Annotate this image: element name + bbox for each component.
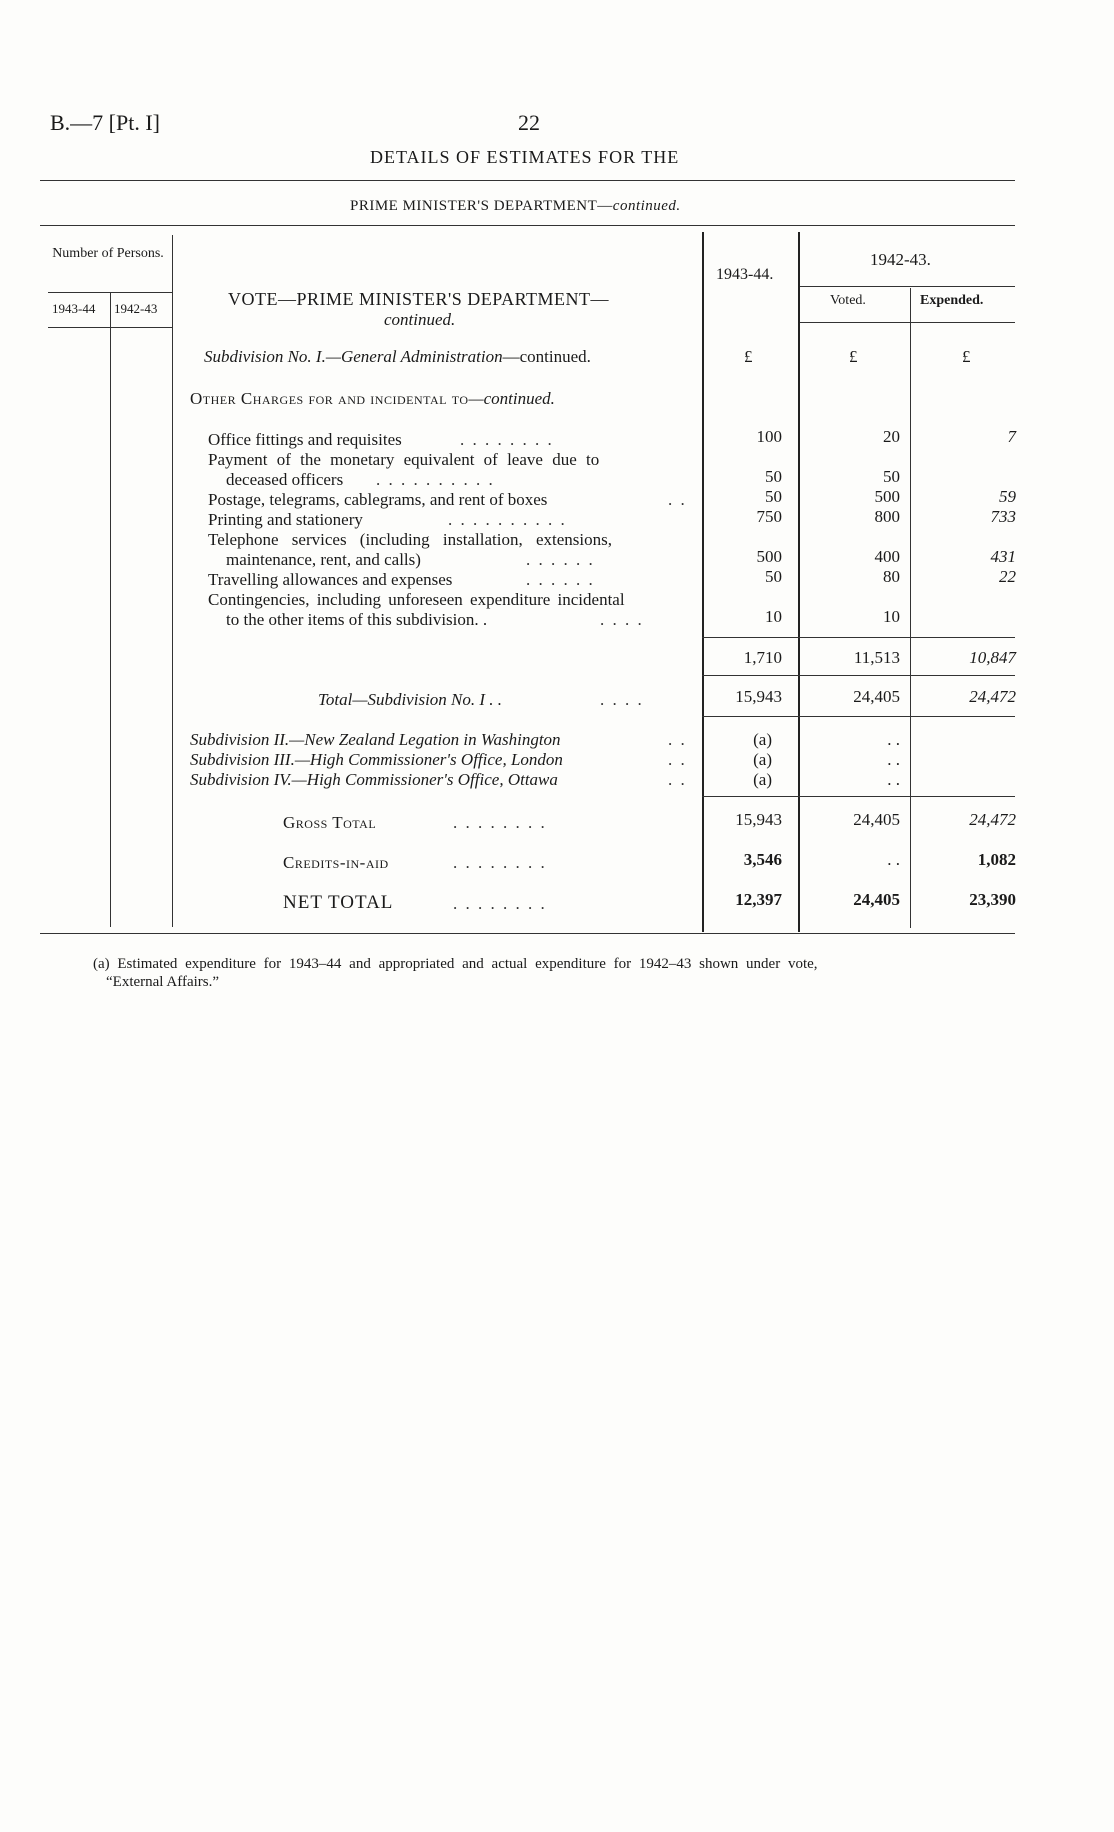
footnote-line2: “External Affairs.”: [106, 974, 220, 990]
col-1943-header: 1943-44.: [716, 266, 774, 283]
credits-in-aid-expended: 1,082: [977, 850, 1016, 869]
gross-total-expended: 24,472: [969, 810, 1016, 829]
item-office-fittings: Office fittings and requisites: [208, 430, 402, 449]
persons-col-1942: 1942-43: [114, 301, 158, 316]
item-office-fittings-voted: 20: [883, 427, 900, 446]
item-travelling: Travelling allowances and expenses: [208, 570, 453, 589]
vote-title: VOTE—PRIME MINISTER'S DEPARTMENT—: [228, 289, 610, 309]
item-telephone-voted: 400: [874, 547, 900, 566]
other-charges-main: Other Charges for and incidental to: [190, 389, 469, 408]
persons-under-rule: [48, 327, 172, 328]
item-travelling-1943: 50: [765, 567, 782, 586]
table-bottom-rule: [40, 933, 1015, 934]
item-travelling-expended: 22: [999, 567, 1016, 586]
department-subtitle-cont: continued.: [612, 198, 681, 214]
net-total-1943: 12,397: [735, 890, 782, 909]
total-subdivision-label: Total—Subdivision No. I . .: [318, 690, 503, 709]
subdivision-3-label: Subdivision III.—High Commissioner's Office, London: [190, 750, 563, 769]
subdivision-4-voted: . .: [887, 770, 900, 789]
item-leave-payment-dots: . . . . . . . . . .: [376, 470, 495, 489]
item-contingencies-voted: 10: [883, 607, 900, 626]
item-contingencies-line2: to the other items of this subdivision. .: [226, 610, 488, 629]
currency-voted: £: [849, 347, 858, 366]
persons-right-rule: [172, 235, 173, 927]
subtotal-1943: 1,710: [743, 648, 782, 667]
subdivision-2-1943: (a): [753, 730, 772, 749]
credits-in-aid-1943: 3,546: [743, 850, 782, 869]
item-postage-voted: 500: [874, 487, 900, 506]
other-charges-heading: [190, 389, 555, 409]
subtotal-expended: 10,847: [969, 648, 1016, 667]
credits-in-aid-dots: . . . . . . . .: [453, 853, 547, 872]
other-charges-cont: —continued.: [468, 389, 555, 408]
item-telephone-line1: Telephone services (including installation, extensions,: [208, 530, 612, 549]
subdivision-heading: [204, 347, 591, 367]
subdivision-2-dots: . .: [668, 730, 687, 749]
persons-col-divider: [110, 292, 111, 927]
subdivision-4-label: Subdivision IV.—High Commissioner's Office, Ottawa: [190, 770, 558, 789]
item-telephone-1943: 500: [756, 547, 782, 566]
vote-title-cont: continued.: [384, 310, 456, 329]
title-rule: [40, 180, 1015, 181]
subtotal-rule: [702, 637, 1015, 638]
item-contingencies-dots: . . . .: [600, 610, 644, 629]
department-subtitle-main: PRIME MINISTER'S DEPARTMENT—: [350, 198, 613, 214]
item-telephone-line2: maintenance, rent, and calls): [226, 550, 421, 569]
main-title: DETAILS OF ESTIMATES FOR THE: [370, 147, 680, 167]
gross-total-dots: . . . . . . . .: [453, 813, 547, 832]
item-telephone-expended: 431: [990, 547, 1016, 566]
persons-header: Number of Persons.: [52, 246, 164, 261]
gross-total-voted: 24,405: [853, 810, 900, 829]
item-leave-payment-line2: deceased officers: [226, 470, 344, 489]
doc-reference: B.—7 [Pt. I]: [50, 110, 160, 135]
subdivision-2-voted: . .: [887, 730, 900, 749]
subdivisions-rule: [702, 796, 1015, 797]
gross-total-label: Gross Total: [283, 813, 377, 832]
item-printing-dots: . . . . . . . . . .: [448, 510, 567, 529]
gross-total-1943: 15,943: [735, 810, 782, 829]
total-subdivision-expended: 24,472: [969, 687, 1016, 706]
subdivision-3-1943: (a): [753, 750, 772, 769]
currency-expended: £: [962, 347, 971, 366]
credits-in-aid-voted: . .: [887, 850, 900, 869]
item-postage: Postage, telegrams, cablegrams, and rent of boxes: [208, 490, 548, 509]
item-printing-voted: 800: [874, 507, 900, 526]
item-postage-1943: 50: [765, 487, 782, 506]
subtotal-voted: 11,513: [853, 648, 900, 667]
item-leave-payment-voted: 50: [883, 467, 900, 486]
col-voted-header: Voted.: [830, 293, 866, 308]
subdivision-2-label: Subdivision II.—New Zealand Legation in Washington: [190, 730, 561, 749]
subdivision-heading-prefix: Subdivision No. I.—General Administration: [204, 347, 503, 366]
item-travelling-voted: 80: [883, 567, 900, 586]
voted-right-rule: [910, 288, 911, 928]
net-total-dots: . . . . . . . .: [453, 894, 547, 913]
subdivision-heading-suffix: —continued.: [502, 347, 591, 366]
col-1942-header: 1942-43.: [870, 250, 931, 269]
net-total-expended: 23,390: [969, 890, 1016, 909]
item-contingencies-line1: Contingencies, including unforeseen expenditure incidental: [208, 590, 625, 609]
currency-1943: £: [744, 347, 753, 366]
item-leave-payment-1943: 50: [765, 467, 782, 486]
subtitle-rule: [40, 225, 1015, 226]
col-1943-right-rule: [798, 232, 800, 932]
subdivision-3-dots: . .: [668, 750, 687, 769]
item-office-fittings-expended: 7: [1007, 427, 1016, 446]
amounts-left-rule: [702, 232, 704, 932]
page-number: 22: [518, 110, 540, 135]
item-contingencies-1943: 10: [765, 607, 782, 626]
net-total-voted: 24,405: [853, 890, 900, 909]
subdivision-4-dots: . .: [668, 770, 687, 789]
credits-in-aid-label: Credits-in-aid: [283, 853, 389, 872]
item-travelling-dots: . . . . . .: [526, 570, 595, 589]
persons-col-1943: 1943-44: [52, 301, 96, 316]
subdivision-3-voted: . .: [887, 750, 900, 769]
item-printing-expended: 733: [990, 507, 1016, 526]
item-postage-dots: . .: [668, 490, 687, 509]
subtotal-under-rule: [702, 675, 1015, 676]
department-subtitle: [350, 198, 681, 215]
col-expended-header: Expended.: [920, 293, 984, 308]
total-subdivision-1943: 15,943: [735, 687, 782, 706]
item-leave-payment-line1: Payment of the monetary equivalent of leave due to: [208, 450, 600, 469]
col-1942-rule: [800, 286, 1015, 287]
total-subdivision-rule: [702, 716, 1015, 717]
header-bottom-rule: [800, 322, 1015, 323]
item-postage-expended: 59: [999, 487, 1016, 506]
footnote-line1: (a) Estimated expenditure for 1943–44 and appropriated and actual expenditure for 1942–43 shown under vote,: [93, 956, 818, 972]
total-subdivision-dots: . . . .: [600, 690, 644, 709]
item-printing-1943: 750: [756, 507, 782, 526]
subdivision-4-1943: (a): [753, 770, 772, 789]
item-office-fittings-1943: 100: [756, 427, 782, 446]
persons-header-rule: [48, 292, 172, 293]
item-office-fittings-dots: . . . . . . . .: [460, 430, 554, 449]
net-total-label: NET TOTAL: [283, 892, 394, 913]
item-telephone-dots: . . . . . .: [526, 550, 595, 569]
total-subdivision-voted: 24,405: [853, 687, 900, 706]
item-printing: Printing and stationery: [208, 510, 363, 529]
